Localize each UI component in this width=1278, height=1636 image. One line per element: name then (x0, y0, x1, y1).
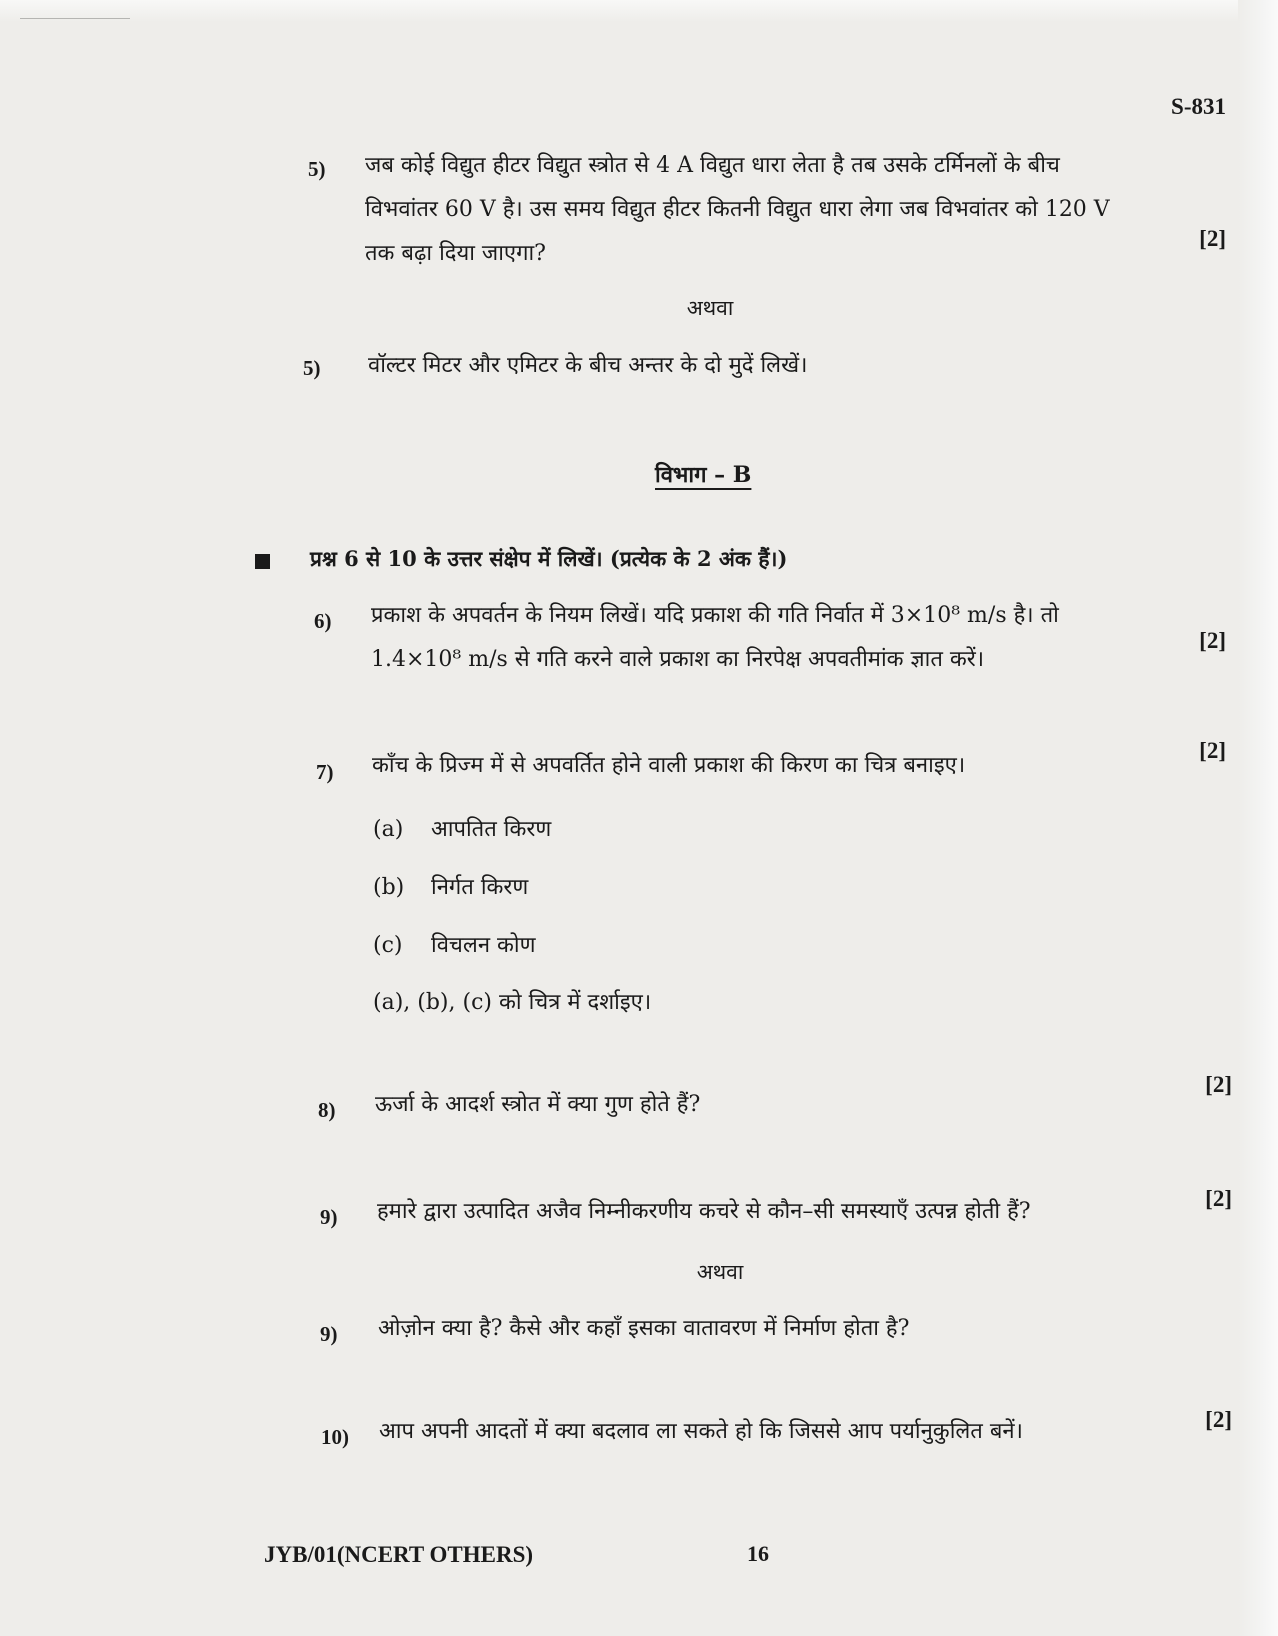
question-7-marks: [2] (1199, 738, 1226, 763)
question-7-item-b (373, 871, 528, 901)
section-b-instruction: प्रश्न 6 से 10 के उत्तर संक्षेप में लिखें। (प्रत्येक के 2 अंक हैं।) (310, 546, 788, 571)
question-9-marks: [2] (1205, 1186, 1232, 1211)
question-number-5-alt: 5) (303, 356, 321, 380)
item-c-label: (c) (373, 933, 403, 958)
question-number-9-alt: 9) (320, 1322, 338, 1346)
question-number-6: 6) (314, 609, 332, 633)
question-8-text: ऊर्जा के आदर्श स्त्रोत में क्या गुण होते हैं? (375, 1092, 701, 1117)
item-c-text: विचलन कोण (431, 933, 536, 958)
question-5-marks: [2] (1199, 226, 1226, 251)
question-6-text (371, 594, 1181, 682)
question-5-line-3: तक बढ़ा दिया जाएगा? (365, 241, 546, 266)
or-separator-2: अथवा (696, 1260, 744, 1284)
question-number-5: 5) (308, 157, 326, 181)
question-10-marks: [2] (1205, 1407, 1232, 1432)
question-6-line-1: प्रकाश के अपवर्तन के नियम लिखें। यदि प्रकाश की गति निर्वात में 3×10⁸ m/s है। तो (371, 603, 1059, 628)
section-b-title: विभाग – B (655, 462, 752, 488)
question-5-alt-text: वॉल्टर मिटर और एमिटर के बीच अन्तर के दो मुदें लिखें। (368, 353, 808, 378)
bullet-square-icon (255, 554, 270, 569)
question-9-text: हमारे द्वारा उत्पादित अजैव निम्नीकरणीय कचरे से कौन–सी समस्याएँ उत्पन्न होती हैं? (377, 1199, 1031, 1224)
or-separator-1: अथवा (686, 296, 734, 320)
question-7-closing: (a), (b), (c) को चित्र में दर्शाइए। (373, 990, 652, 1015)
question-9-alt-text: ओज़ोन क्या है? कैसे और कहाँ इसका वातावरण में निर्माण होता है? (378, 1316, 910, 1341)
question-number-7: 7) (316, 760, 334, 784)
page-right-edge (1238, 0, 1278, 1636)
question-5-line-2: विभवांतर 60 V है। उस समय विद्युत हीटर कितनी विद्युत धारा लेगा जब विभवांतर को 120 V (365, 197, 1110, 222)
paper-code: S-831 (1171, 94, 1226, 119)
scan-mark (20, 18, 130, 19)
question-number-10: 10) (321, 1425, 349, 1449)
footer-series-code: JYB/01(NCERT OTHERS) (264, 1542, 534, 1567)
question-8-marks: [2] (1205, 1072, 1232, 1097)
page-top-edge (0, 0, 1278, 22)
question-number-9: 9) (320, 1205, 338, 1229)
item-b-label: (b) (373, 875, 405, 900)
item-a-label: (a) (373, 817, 404, 842)
question-6-line-2: 1.4×10⁸ m/s से गति करने वाले प्रकाश का निरपेक्ष अपवतीमांक ज्ञात करें। (371, 647, 985, 672)
question-number-8: 8) (318, 1098, 336, 1122)
item-a-text: आपतित किरण (431, 817, 552, 842)
question-7-item-a (373, 813, 551, 843)
item-b-text: निर्गत किरण (431, 875, 529, 900)
question-7-item-c (373, 929, 536, 959)
question-5-text (365, 144, 1185, 276)
question-5-line-1: जब कोई विद्युत हीटर विद्युत स्त्रोत से 4 A विद्युत धारा लेता है तब उसके टर्मिनलों के बीच (365, 153, 1060, 178)
question-6-marks: [2] (1199, 628, 1226, 653)
question-7-text: काँच के प्रिज्म में से अपवर्तित होने वाली प्रकाश की किरण का चित्र बनाइए। (372, 753, 966, 778)
question-10-text: आप अपनी आदतों में क्या बदलाव ला सकते हो कि जिससे आप पर्यानुकुलित बनें। (379, 1419, 1023, 1444)
footer-page-number: 16 (747, 1541, 769, 1566)
